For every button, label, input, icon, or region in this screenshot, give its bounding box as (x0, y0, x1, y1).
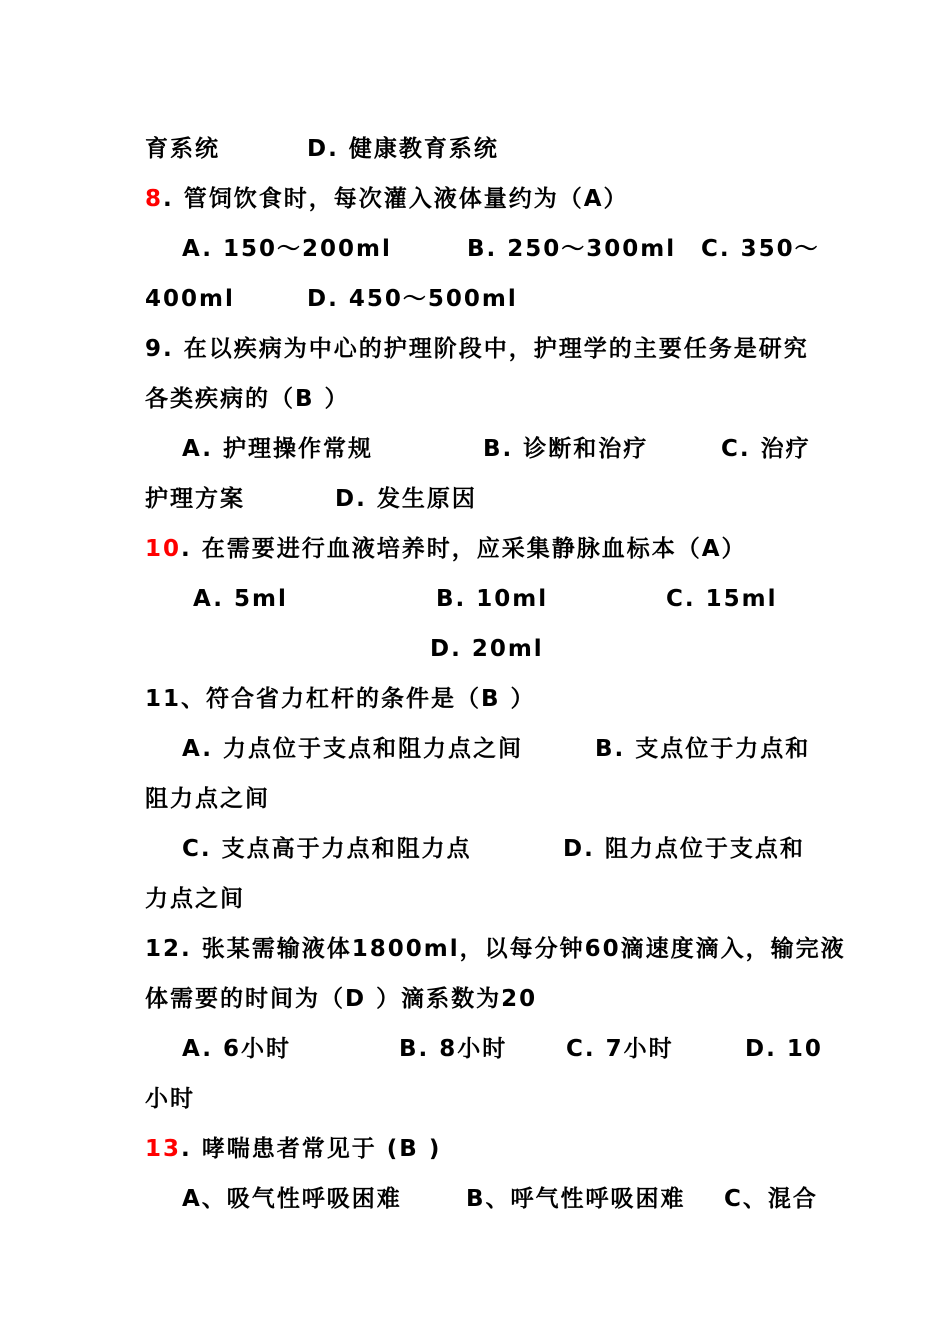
question-number: 8 (145, 186, 164, 212)
question-number: 10 (145, 536, 182, 562)
option-c: C. 治疗 (721, 436, 811, 462)
option-b: B. 10ml (436, 586, 549, 612)
option-a: A. 护理操作常规 (182, 436, 373, 462)
options-row-q11-cd-cont: 力点之间 (145, 886, 245, 912)
option-d: D. 健康教育系统 (307, 136, 499, 162)
options-row-q11-cont: 阻力点之间 (145, 786, 270, 812)
option-c: C. 7小时 (566, 1036, 674, 1062)
question-10 (145, 534, 747, 564)
option-d: D. 10 (745, 1036, 823, 1062)
question-13 (145, 1134, 441, 1164)
question-11: 11、符合省力杠杆的条件是（B ） (145, 686, 536, 712)
option-b: B、呼气性呼吸困难 (466, 1186, 686, 1212)
option-c: C. 15ml (666, 586, 778, 612)
question-number: 13 (145, 1136, 182, 1162)
option-d: D. 450～500ml (307, 286, 518, 312)
question-9-cont: 各类疾病的（B ） (145, 386, 350, 412)
question-12: 12. 张某需输液体1800ml，以每分钟60滴速度滴入，输完液 (145, 936, 846, 962)
option-c: C、混合 (724, 1186, 818, 1212)
option-c: C. 支点高于力点和阻力点 (182, 836, 472, 862)
option-a: A. 5ml (193, 586, 288, 612)
question-text: . 管饲饮食时，每次灌入液体量约为（A） (163, 186, 629, 212)
options-row-q12-cont: 小时 (145, 1086, 195, 1112)
option-d: D. 发生原因 (335, 486, 477, 512)
option-d: D. 阻力点位于支点和 (563, 836, 805, 862)
question-9: 9. 在以疾病为中心的护理阶段中，护理学的主要任务是研究 (145, 336, 809, 362)
option-b: B. 250～300ml (467, 236, 677, 262)
option-c: C. 350～ (701, 236, 820, 262)
question-8 (145, 184, 629, 214)
option-d: D. 20ml (430, 636, 544, 662)
option-b: B. 8小时 (399, 1036, 508, 1062)
option-text: 护理方案 (145, 486, 245, 512)
option-text: 400ml (145, 286, 235, 312)
option-text: 育系统 (145, 136, 220, 162)
option-a: A. 力点位于支点和阻力点之间 (182, 736, 523, 762)
question-text: . 在需要进行血液培养时，应采集静脉血标本（A） (181, 536, 747, 562)
option-a: A. 6小时 (182, 1036, 291, 1062)
option-a: A、吸气性呼吸困难 (182, 1186, 402, 1212)
option-a: A. 150～200ml (182, 236, 392, 262)
option-b: B. 诊断和治疗 (483, 436, 649, 462)
question-text: . 哮喘患者常见于 (B ) (181, 1136, 442, 1162)
question-12-cont: 体需要的时间为（D ）滴系数为20 (145, 986, 538, 1012)
option-b: B. 支点位于力点和 (595, 736, 811, 762)
